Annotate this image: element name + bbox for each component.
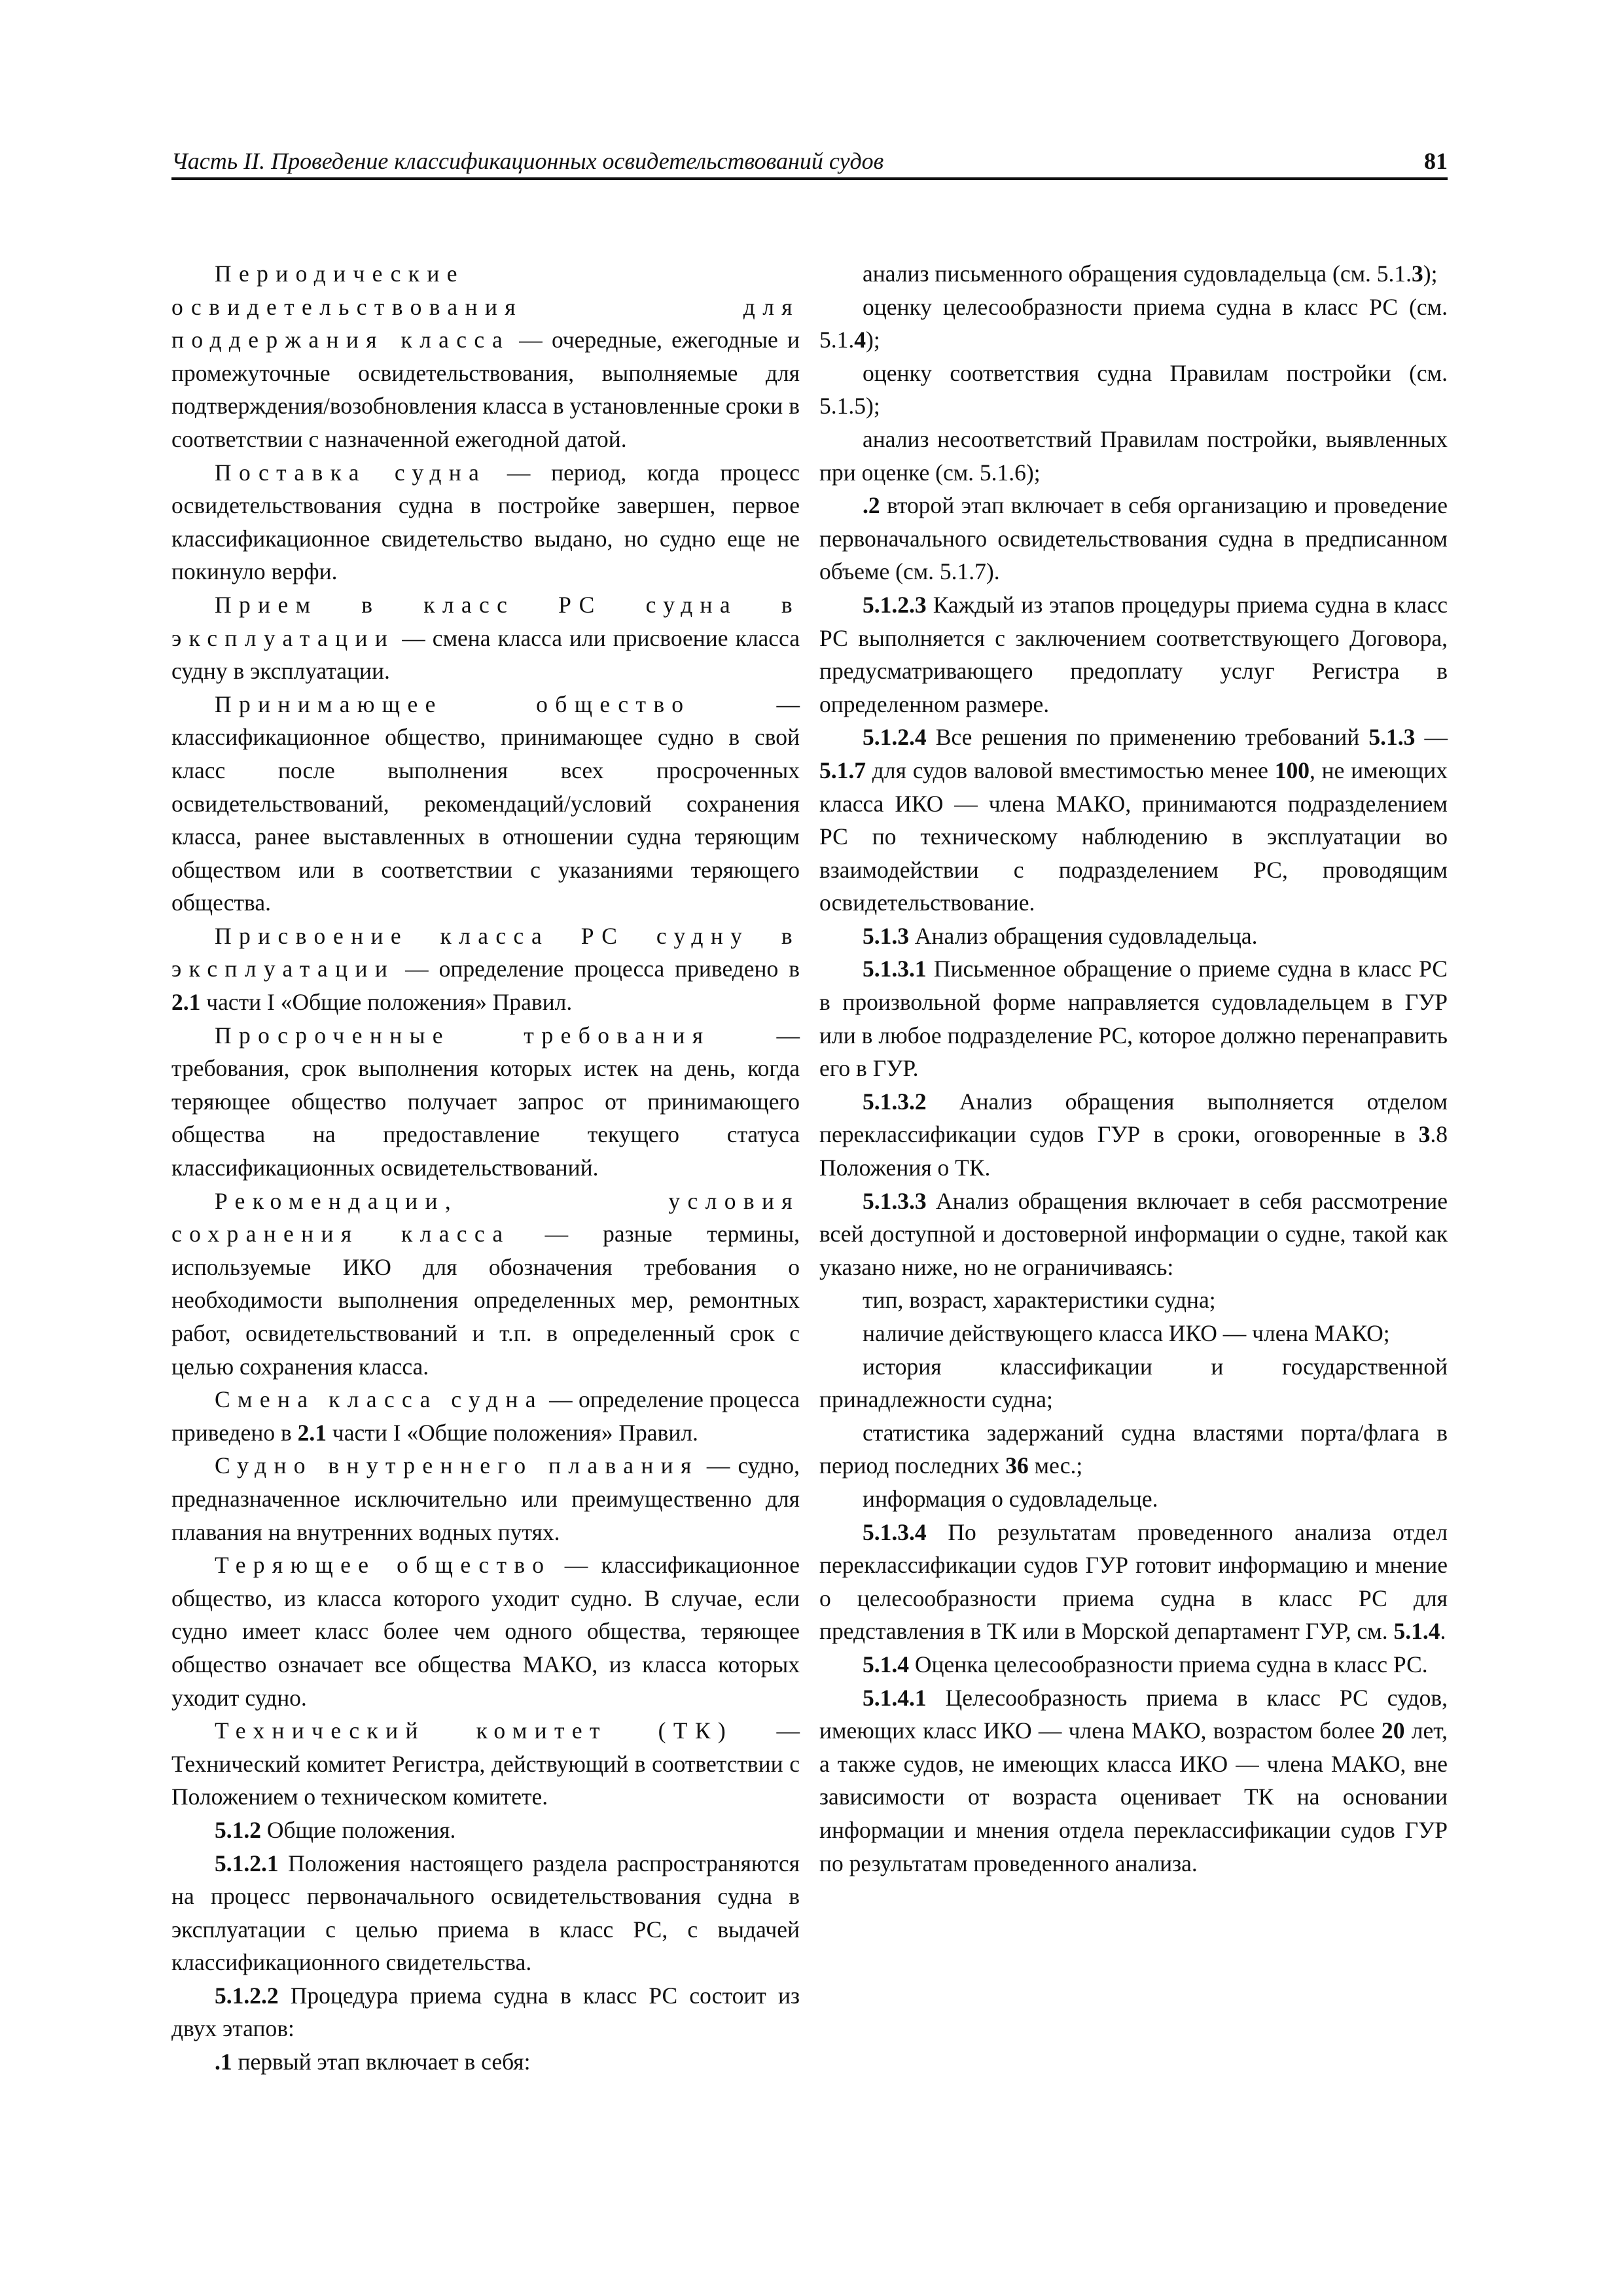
definition-inland-vessel: Судно внутреннего плавания — судно, предназначенное исключительно или преимущественно для плавания на внутренних водных путях. [171,1452,800,1545]
term: Судно внутреннего плавания [215,1452,699,1479]
term: Прием в класс РС судна в эксплуатации [171,591,800,651]
term: Просроченные требования [215,1022,711,1049]
section-heading: 5.1.2 Общие положения. [215,1816,456,1843]
running-header [171,145,1448,177]
page-number: 81 [1424,148,1448,174]
definition-recommendations: Рекомендации, условия сохранения класса — разные термины, используемые ИКО для обозначения требования о необходимости выполнения определенных мер, ремонтных работ, освидетельствований и т.п. в определенный срок с целью сохранения класса. [171,1187,800,1380]
clause: 5.1.2.4 Все решения по применению требований 5.1.3 — 5.1.7 для судов валовой вместимостью менее 100, не имеющих класса ИКО — члена МАКО, принимаются подразделением РС по техническому наблюдению в эксплуатации во взаимодействии с подразделением РС, проводящим освидетельствование. [819,724,1448,916]
list-item: история классификации и государственной принадлежности судна; [819,1353,1448,1413]
list-item: анализ несоответствий Правилам постройки, выявленных при оценке (см. 5.1.6); [819,425,1448,486]
term: Теряющее общество [215,1552,552,1579]
clause: 5.1.3.2 Анализ обращения выполняется отделом переклассификации судов ГУР в сроки, оговоренные в 3.8 Положения о ТК. [819,1088,1448,1181]
term: Смена класса судна [215,1386,543,1413]
clause: 5.1.2.2 Процедура приема судна в класс РС состоит из двух этапов: [171,1982,800,2042]
clause: 5.1.2.1 Положения настоящего раздела распространяются на процесс первоначального освидетельствования судна в эксплуатации с целью приема в класс РС, с выдачей классификационного свидетельства. [171,1850,800,1976]
left-column [171,257,800,2079]
term: Поставка судна [215,459,487,486]
list-item: оценку целесообразности приема судна в класс РС (см. 5.1.4); [819,293,1448,353]
definition-technical-committee: Технический комитет (ТК) — Технический комитет Регистра, действующий в соответствии с Положением о техническом комитете. [171,1717,800,1810]
header-title: Часть II. Проведение классификационных освидетельствований судов [171,148,884,174]
clause: 5.1.3.4 По результатам проведенного анализа отдел переклассификации судов ГУР готовит информацию и мнение о целесообразности приема судна в класс РС для представления в ТК или в Морской департамент ГУР, см. 5.1.4. [819,1518,1448,1645]
definition-gaining-society: Принимающее общество — классификационное общество, принимающее судно в свой класс после выполнения всех просроченных освидетельствований, рекомендаций/условий сохранения класса, ранее выставленных в отношении судна теряющим обществом или в соответствии с указаниями теряющего общества. [171,691,800,916]
section-heading: 5.1.3 Анализ обращения судовладельца. [863,922,1258,949]
clause: 5.1.3.1 Письменное обращение о приеме судна в класс РС в произвольной форме направляется судовладельцем в ГУР или в любое подразделение РС, которое должно перенаправить его в ГУР. [819,956,1448,1082]
definition-periodic-surveys: Периодические освидетельствования для поддержания класса — очередные, ежегодные и промежуточные освидетельствования, выполняемые для подтверждения/возобновления класса в установленные сроки в соответствии с назначенной ежегодной датой. [171,260,800,452]
header-rule [171,177,1448,180]
list-item: информация о судовладельце. [863,1485,1158,1512]
definition-losing-society: Теряющее общество — классификационное общество, из класса которого уходит судно. В случае, если судно имеет класс более чем одного общества, теряющее общество означает все общества МАКО, из класса которых уходит судно. [171,1552,800,1711]
term: Периодические освидетельствования для поддержания класса [171,260,800,353]
definition-delivery: Поставка судна — период, когда процесс освидетельствования судна в постройке завершен, первое классификационное свидетельство выдано, но судно еще не покинуло верфи. [171,459,800,585]
clause: 5.1.2.3 Каждый из этапов процедуры приема судна в класс РС выполняется с заключением соответствующего Договора, предусматривающего предоплату услуг Регистра в определенном размере. [819,591,1448,717]
term: Технический комитет (ТК) [215,1717,734,1744]
right-column [819,257,1448,1880]
clause: 5.1.4.1 Целесообразность приема в класс РС судов, имеющих класс ИКО — члена МАКО, возрастом более 20 лет, а также судов, не имеющих класса ИКО — члена МАКО, вне зависимости от возраста оценивает ТК на основании информации и мнения отдела переклассификации судов ГУР по результатам проведенного анализа. [819,1684,1448,1876]
definition-class-transfer: Смена класса судна — определение процесса приведено в 2.1 части I «Общие положения» Правил. [171,1386,800,1446]
list-item: наличие действующего класса ИКО — члена МАКО; [863,1320,1390,1346]
definition-acceptance: Прием в класс РС судна в эксплуатации — смена класса или присвоение класса судну в эксплуатации. [171,591,800,685]
definition-overdue: Просроченные требования — требования, срок выполнения которых истек на день, когда теряющее общество получает запрос от принимающего общества на предоставление текущего статуса классификационных освидетельствований. [171,1022,800,1181]
term: Присвоение класса РС судну в эксплуатации [171,922,800,982]
clause: 5.1.3.3 Анализ обращения включает в себя рассмотрение всей доступной и достоверной информации о судне, такой как указано ниже, но не ограничиваясь: [819,1187,1448,1280]
list-item: анализ письменного обращения судовладельца (см. 5.1.3); [863,260,1438,287]
clause: .1 первый этап включает в себя: [215,2049,531,2075]
clause: .2 второй этап включает в себя организацию и проведение первоначального освидетельствования судна в предписанном объеме (см. 5.1.7). [819,492,1448,585]
list-item: статистика задержаний судна властями порта/флага в период последних 36 мес.; [819,1419,1448,1479]
section-heading: 5.1.4 Оценка целесообразности приема судна в класс РС. [863,1651,1428,1677]
term: Принимающее общество [215,691,691,717]
term: Рекомендации, условия сохранения класса [171,1187,800,1247]
definition-class-assignment: Присвоение класса РС судну в эксплуатации — определение процесса приведено в 2.1 части I «Общие положения» Правил. [171,922,800,1016]
list-item: тип, возраст, характеристики судна; [863,1287,1216,1314]
list-item: оценку соответствия судна Правилам постройки (см. 5.1.5); [819,359,1448,420]
